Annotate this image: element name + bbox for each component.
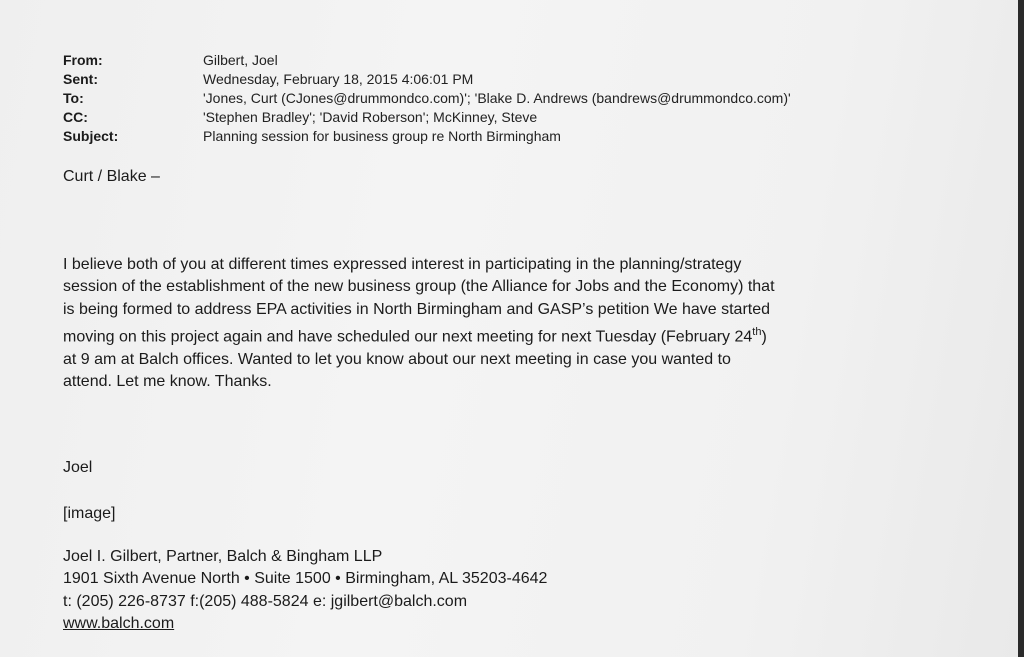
body-line: is being formed to address EPA activities in North Birmingham and GASP’s petition We have started — [63, 300, 771, 318]
body-line: I believe both of you at different times expressed interest in participating in the planning/strategy — [63, 256, 742, 273]
email-headers — [63, 51, 791, 146]
signature-address: 1901 Sixth Avenue North • Suite 1500 • Birmingham, AL 35203-4642 — [63, 570, 548, 588]
header-value: 'Stephen Bradley'; 'David Roberson'; McKinney, Steve — [203, 109, 538, 125]
header-label: To: — [63, 90, 84, 106]
email-body — [63, 254, 775, 394]
header-value: Planning session for business group re North Birmingham — [203, 128, 561, 144]
image-placeholder: [image] — [63, 505, 116, 522]
header-from — [63, 51, 791, 70]
website-link[interactable]: www.balch.com — [63, 615, 175, 633]
header-label: Subject: — [63, 128, 119, 144]
header-label: Sent: — [63, 71, 98, 87]
body-line: session of the establishment of the new business group (the Alliance for Jobs and the Economy) that — [63, 278, 775, 296]
header-label: CC: — [63, 109, 88, 125]
header-cc — [63, 108, 791, 127]
body-line: moving on this project again and have scheduled our next meeting for next Tuesday (February 24th) — [63, 326, 767, 346]
page-edge-shadow — [1018, 0, 1024, 657]
body-line: at 9 am at Balch offices. Wanted to let you know about our next meeting in case you wanted to — [63, 350, 731, 368]
header-label: From: — [63, 52, 103, 68]
email-signoff: Joel — [63, 459, 93, 476]
header-value: Wednesday, February 18, 2015 4:06:01 PM — [203, 71, 474, 87]
header-subject — [63, 127, 791, 146]
header-value: 'Jones, Curt (CJones@drummondco.com)'; 'Blake D. Andrews (bandrews@drummondco.com)' — [203, 90, 791, 106]
email-signature — [63, 546, 547, 636]
header-sent — [63, 70, 791, 89]
email-salutation: Curt / Blake – — [63, 168, 160, 185]
header-to — [63, 89, 791, 108]
header-value: Gilbert, Joel — [203, 52, 278, 68]
signature-name: Joel I. Gilbert, Partner, Balch & Bingham LLP — [63, 548, 383, 565]
body-line: attend. Let me know. Thanks. — [63, 373, 272, 391]
signature-contact: t: (205) 226-8737 f:(205) 488-5824 e: jgilbert@balch.com — [63, 592, 468, 610]
